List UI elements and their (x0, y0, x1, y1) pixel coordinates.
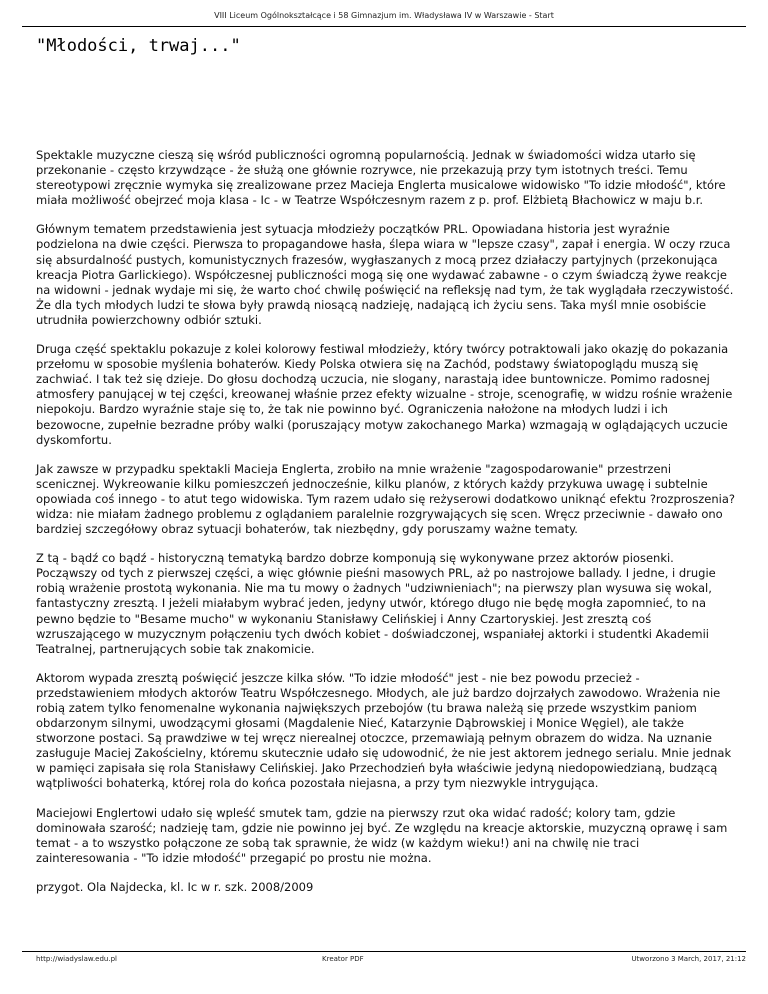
footer-divider (22, 951, 746, 952)
article-paragraph-7: Maciejowi Englertowi udało się wpleść smutek tam, gdzie na pierwszy rzut oka widać radość; kolory tam, gdzie dominowała szarość; nadzieję tam, gdzie nie powinno jej być. Ze względu na kreacje aktorskie, muzyczną oprawę i sam temat - a to wszystko połączone ze sobą tak sprawnie, że widz (w każdym wieku!) ani na chwilę nie traci zainteresowania - "To idzie młodość" przegapić po prostu nie można. (36, 805, 728, 865)
footer-generator: Kreator PDF (322, 955, 364, 963)
footer-url: http://wiadyslaw.edu.pl (36, 955, 117, 963)
footer-created-date: Utworzono 3 March, 2017, 21:12 (631, 955, 746, 963)
article-paragraph-1: Spektakle muzyczne cieszą się wśród publiczności ogromną popularnością. Jednak w świadomości widza utarło się przekonanie - często krzywdzące - że służą one głównie rozrywce, nie przekazują przy tym istotnych treści. Temu stereotypowi zręcznie wymyka się zrealizowane przez Macieja Englerta musicalowe widowisko "To idzie młodość", które miała możliwość obejrzeć moja klasa - Ic - w Teatrze Współczesnym razem z p. prof. Elżbietą Błachowicz w maju b.r. (36, 148, 726, 208)
header-divider (22, 26, 746, 27)
article-signature: przygot. Ola Najdecka, kl. Ic w r. szk. 2008/2009 (36, 879, 314, 894)
article-paragraph-6: Aktorom wypada zresztą poświęcić jeszcze kilka słów. "To idzie młodość" jest - nie bez powodu przecież - przedstawieniem młodych aktorów Teatru Współczesnego. Młodych, ale już bardzo dojrzałych zawodowo. Wrażenia nie robią zatem tylko fenomenalne wykonania największych przebojów (tu brawa należą się przede wszystkim paniom obdarzonym silnymi, uwodzącymi głosami (Magdalenie Nieć, Katarzynie Dąbrowskiej i Monice Węgiel), ale także stworzone postaci. Są prawdziwe w tej wręcz nierealnej otoczce, przemawiają pełnym obrazem do widza. Na uznanie zasługuje Maciej Zakościelny, któremu skutecznie udało się udowodnić, że nie jest aktorem jednego serialu. Mnie jednak w pamięci zapisała się rola Stanisławy Celińskiej. Jako Przechodzień była właściwie jedyną niedopowiedzianą, budzącą wątpliwości bohaterką, której rola do końca pozostała niejasna, a przy tym niezwykle intrygująca. (36, 670, 732, 791)
article-paragraph-5: Z tą - bądź co bądź - historyczną tematyką bardzo dobrze komponują się wykonywane przez aktorów piosenki. Począwszy od tych z pierwszej części, a więc głównie pieśni masowych PRL, aż po nastrojowe ballady. I jedne, i drugie robią wrażenie prostotą wykonania. Nie ma tu mowy o żadnych "udziwnieniach"; na pierwszy plan wysuwa się wokal, fantastyczny zresztą. I jeżeli miałabym wybrać jeden, jedyny utwór, którego długo nie będę mogła zapomnieć, to na pewno będzie to "Besame mucho" w wykonaniu Stanisławy Celińskiej i Anny Czartoryskiej. Jest zresztą coś wzruszającego w muzycznym połączeniu tych dwóch kobiet - doświadczonej, wspaniałej aktorki i studentki Akademii Teatralnej, partnerujących sobie tak znakomicie. (36, 551, 716, 656)
article-body (36, 148, 736, 895)
site-title: VIII Liceum Ogólnokształcące i 58 Gimnazjum im. Władysława IV w Warszawie - Start (214, 11, 554, 20)
article-paragraph-2: Głównym tematem przedstawienia jest sytuacja młodzieży początków PRL. Opowiadana historia jest wyraźnie podzielona na dwie części. Pierwsza to propagandowe hasła, ślepa wiara w "lepsze czasy", zapał i energia. W oczy rzuca się absurdalność pustych, komunistycznych frazesów, wygłaszanych z mocą przez działaczy partyjnych (przekonująca kreacja Piotra Garlickiego). Współczesnej publiczności mogą się one wydawać zabawne - o czym świadczą żywe reakcje na widowni - jednak wydaje mi się, że warto choć chwilę poświęcić na refleksję nad tym, że tak wyglądała rzeczywistość. Że dla tych młodych ludzi te słowa były prawdą niosącą nadzieję, nadającą ich życiu sens. Taka myśl mnie osobiście utrudniła powierzchowny odbiór sztuki. (36, 222, 734, 327)
article-title: "Młodości, trwaj..." (36, 36, 241, 56)
article-paragraph-3: Druga część spektaklu pokazuje z kolei kolorowy festiwal młodzieży, który twórcy potraktowali jako okazję do pokazania przełomu w sposobie myślenia bohaterów. Kiedy Polska otwiera się na Zachód, podstawy światopoglądu muszą się zachwiać. I tak też się dzieje. Do głosu dochodzą uczucia, nie slogany, narastają idee buntownicze. Pomimo radosnej atmosfery panującej w tej części, kreowanej właśnie przez efekty wizualne - stroje, scenografię, w widzu rośnie wrażenie niepokoju. Bardzo wyraźnie staje się to, że tak nie powinno być. Ograniczenia nałożone na młodych ludzi i ich bezowocne, zupełnie bezradne próby walki (poruszający motyw zakochanego Marka) wzmagają w oglądających uczucie dyskomfortu. (36, 342, 733, 447)
article-paragraph-4: Jak zawsze w przypadku spektakli Macieja Englerta, zrobiło na mnie wrażenie "zagospodarowanie" przestrzeni scenicznej. Wykreowanie kilku pomieszczeń jednocześnie, kilku planów, z których każdy przykuwa uwagę i subtelnie opowiada coś innego - to atut tego widowiska. Tym razem udało się reżyserowi dodatkowo uniknąć efektu ?rozproszenia? widza: nie miałam żadnego problemu z oglądaniem paralelnie rozgrywających się scen. Wręcz przeciwnie - dawało ono bardziej szczegółowy obraz sytuacji bohaterów, tak niezbędny, gdy poruszamy ważne tematy. (36, 461, 736, 537)
